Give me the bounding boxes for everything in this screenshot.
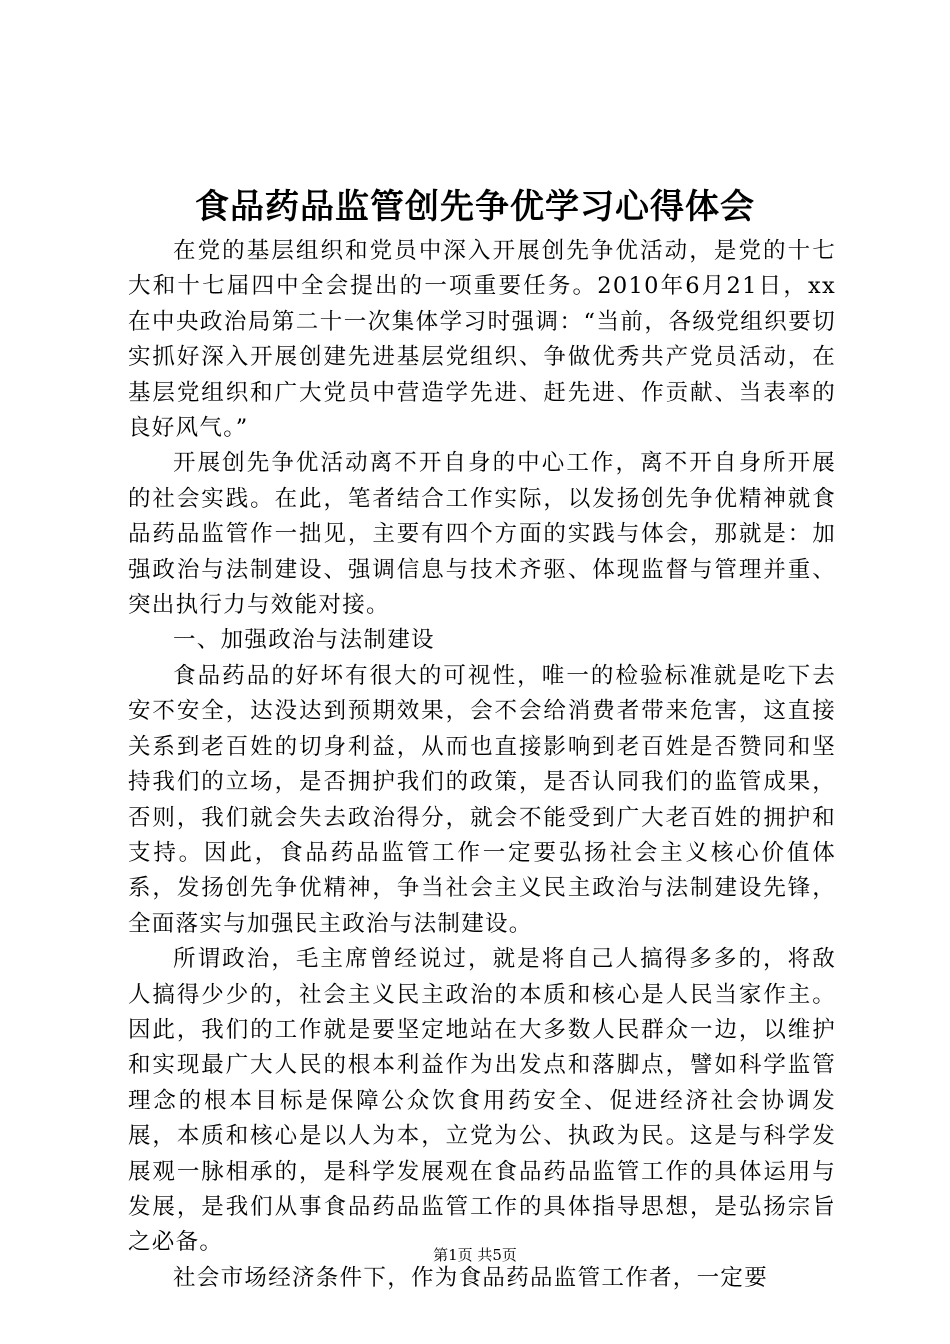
paragraph-3: 食品药品的好坏有很大的可视性，唯一的检验标准就是吃下去安不安全，达没达到预期效果，会不会给消费者带来危害，这直接关系到老百姓的切身利益，从而也直接影响到老百姓是否赞同和坚持我们的立场，是否拥护我们的政策，是否认同我们的监管成果，否则，我们就会失去政治得分，就会不能受到广大老百姓的拥护和支持。因此，食品药品监管工作一定要弘扬社会主义核心价值体系，发扬创先争优精神，争当社会主义民主政治与法制建设先锋，全面落实与加强民主政治与法制建设。 — [128, 662, 836, 937]
paragraph-5: 社会市场经济条件下，作为食品药品监管工作者，一定要 — [173, 1264, 769, 1291]
section-heading: 一、加强政治与法制建设 — [173, 627, 435, 654]
paragraph-4: 所谓政治，毛主席曾经说过，就是将自己人搞得多多的，将敌人搞得少少的，社会主义民主政治的本质和核心是人民当家作主。因此，我们的工作就是要坚定地站在大多数人民群众一边，以维护和实现最广大人民的根本利益作为出发点和落脚点，譬如科学监管理念的根本目标是保障公众饮食用药安全、促进经济社会协调发展，本质和核心是以人为本，立党为公、执政为民。这是与科学发展观一脉相承的，是科学发展观在食品药品监管工作的具体运用与发展，是我们从事食品药品监管工作的具体指导思想，是弘扬宗旨之必备。 — [128, 946, 836, 1256]
paragraph-2: 开展创先争优活动离不开自身的中心工作，离不开自身所开展的社会实践。在此，笔者结合工作实际，以发扬创先争优精神就食品药品监管作一拙见，主要有四个方面的实践与体会，那就是：加强政治与法制建设、强调信息与技术齐驱、体现监督与管理并重、突出执行力与效能对接。 — [128, 450, 836, 619]
document-title: 食品药品监管创先争优学习心得体会 — [195, 187, 755, 227]
document-body — [128, 234, 836, 1296]
page-footer: 第1页 共5页 — [433, 1246, 517, 1264]
paragraph-1: 在党的基层组织和党员中深入开展创先争优活动，是党的十七大和十七届四中全会提出的一项重要任务。2010年6月21日，xx在中央政治局第二十一次集体学习时强调：“当前，各级党组织要切实抓好深入开展创建先进基层党组织、争做优秀共产党员活动，在基层党组织和广大党员中营造学先进、赶先进、作贡献、当表率的良好风气。” — [128, 238, 836, 442]
